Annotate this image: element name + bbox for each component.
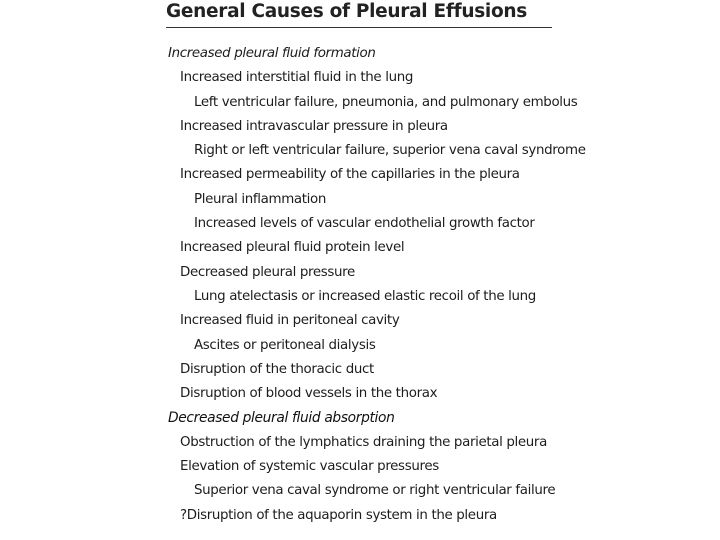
cause-list — [166, 42, 586, 528]
cause-item: Increased fluid in peritoneal cavity — [180, 313, 400, 329]
cause-item: Disruption of blood vessels in the thorax — [180, 386, 438, 402]
cause-item: Elevation of systemic vascular pressures — [180, 459, 439, 475]
category-heading: Decreased pleural fluid absorption — [168, 410, 395, 427]
cause-subitem: Lung atelectasis or increased elastic recoil of the lung — [194, 288, 536, 304]
cause-subitem: Pleural inflammation — [194, 191, 326, 207]
cause-item: Increased pleural fluid protein level — [180, 240, 405, 256]
cause-item: Decreased pleural pressure — [180, 264, 355, 280]
cause-item: Increased intravascular pressure in pleura — [180, 118, 448, 134]
cause-item: Increased interstitial fluid in the lung — [180, 70, 414, 86]
cause-subitem: Increased levels of vascular endothelial growth factor — [194, 216, 535, 232]
title-divider — [166, 27, 552, 28]
cause-item: ?Disruption of the aquaporin system in the pleura — [180, 507, 497, 523]
document-title: General Causes of Pleural Effusions — [166, 1, 527, 22]
cause-subitem: Ascites or peritoneal dialysis — [194, 337, 376, 353]
cause-subitem: Superior vena caval syndrome or right ventricular failure — [194, 483, 556, 499]
cause-subitem: Left ventricular failure, pneumonia, and pulmonary embolus — [194, 94, 578, 110]
category-heading: Increased pleural fluid formation — [168, 46, 376, 61]
document-page — [166, 0, 586, 540]
cause-item: Disruption of the thoracic duct — [180, 361, 374, 377]
cause-subitem: Right or left ventricular failure, superior vena caval syndrome — [194, 143, 586, 159]
cause-item: Increased permeability of the capillaries in the pleura — [180, 167, 520, 183]
cause-item: Obstruction of the lymphatics draining the parietal pleura — [180, 434, 547, 450]
